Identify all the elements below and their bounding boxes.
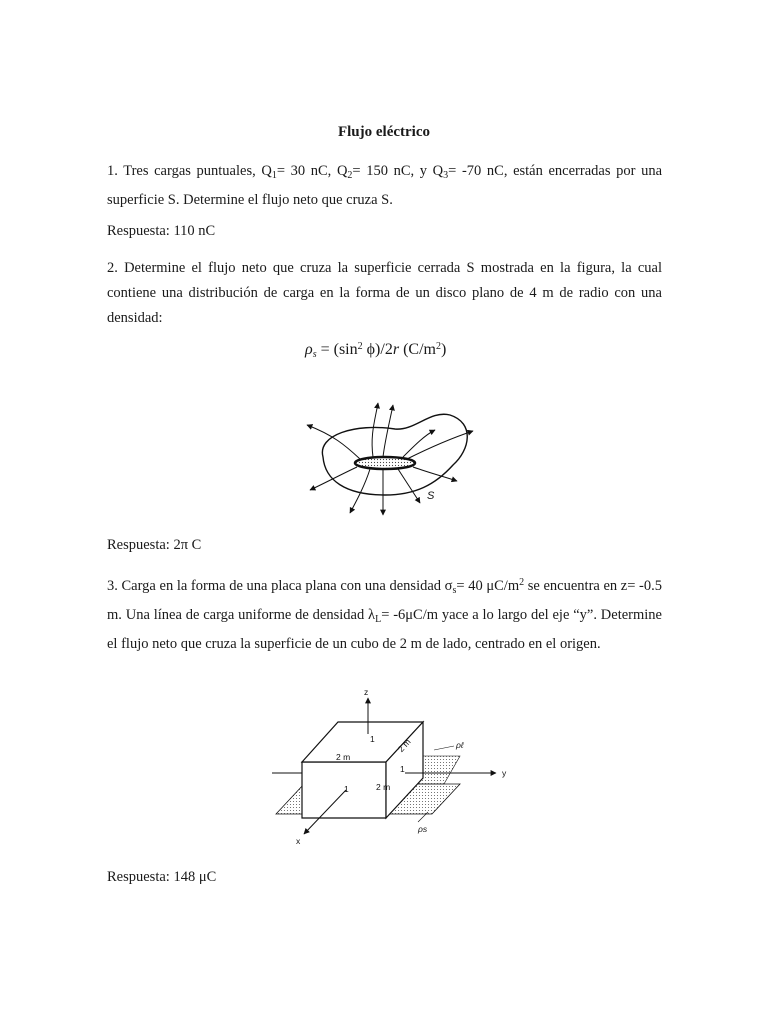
rho-l-label: ρℓ: [456, 740, 464, 750]
x-label: x: [296, 836, 301, 846]
y-label: y: [502, 768, 507, 778]
flux-line: [310, 467, 357, 490]
charged-disk: [355, 457, 415, 469]
cube-figure: [268, 686, 518, 848]
answer-2: Respuesta: 2π C: [107, 537, 202, 553]
surface-label: S: [427, 490, 435, 502]
z-label: z: [364, 687, 369, 697]
two-m-side-label: 2 m: [376, 782, 391, 792]
document-title: Flujo eléctrico: [337, 124, 431, 140]
surface-s-outline: [322, 414, 467, 495]
answer-3: Respuesta: 148 μC: [107, 869, 217, 885]
one-front-label: 1: [344, 784, 349, 794]
charge-density-formula: $\rho_s = (\sin^2$ ϕ)/2r $(C/m^2)$: [305, 341, 447, 360]
flux-line: [372, 403, 378, 457]
one-right-label: 1: [400, 764, 405, 774]
problem-1-text: 1. Tres cargas puntuales, $Q_1= 30$ nC, $Q_2= 150$ nC, y $Q_3= -70$ nC, están encerradas por una superficie S. Determine el flujo neto que cruza S.: [107, 163, 663, 208]
flux-line: [407, 431, 473, 459]
flux-line: [383, 405, 393, 457]
two-m-diag-label: 2 m: [395, 736, 413, 754]
flux-line: [413, 467, 457, 481]
one-top-label: 1: [370, 734, 375, 744]
closed-surface-figure: [295, 395, 485, 525]
problem-2-text: 2. Determine el flujo neto que cruza la superficie cerrada S mostrada en la figura, la cual contiene una distribución de carga en la forma de un disco plano de 4 m de radio con una densidad:: [107, 260, 662, 326]
two-m-top-label: 2 m: [336, 752, 351, 762]
rho-s-label: ρs: [418, 824, 428, 834]
answer-1: Respuesta: 110 nC: [107, 223, 216, 239]
flux-line: [398, 469, 420, 503]
problem-3-text: 3. Carga en la forma de una placa plana con una densidad $\sigma_s= 40$ $\mu C/m^2$ se encuentra en z= -0.5 m. Una línea de carga uniforme de densidad $\lambda_L= -6\mu C/m$ yace a lo largo del eje “y”. Determine el flujo neto que cruza la superficie de un cubo de 2 m de lado, centrado en el origen.: [107, 577, 662, 652]
